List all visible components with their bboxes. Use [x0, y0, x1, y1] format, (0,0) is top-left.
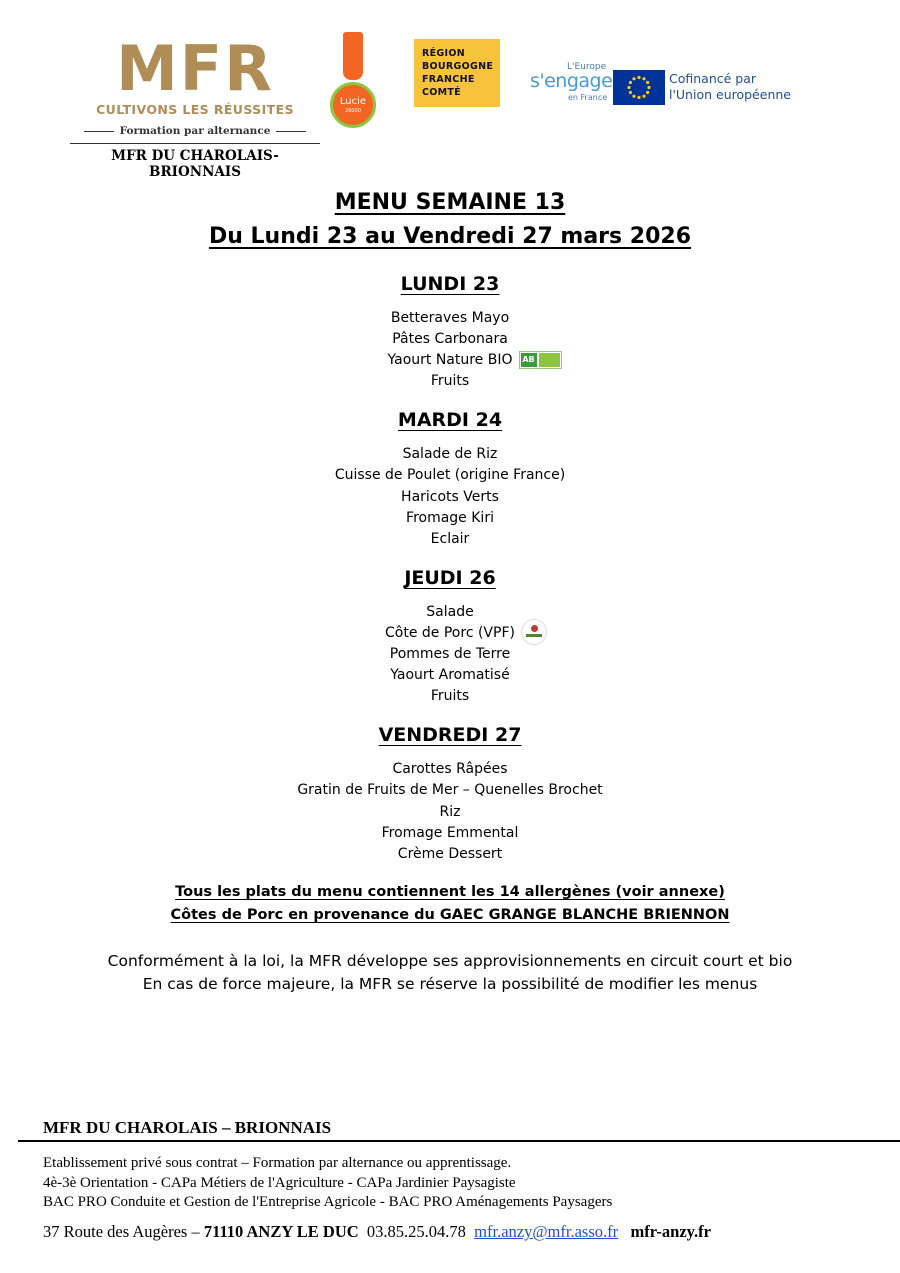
day-items-jeudi — [0, 602, 900, 707]
europe-engage-small: L'Europe — [567, 62, 607, 72]
allergens-note: Tous les plats du menu contiennent les 14 allergènes (voir annexe) — [175, 883, 725, 900]
menu-item: Pâtes Carbonara — [392, 331, 508, 348]
day-heading-jeudi: JEUDI 26 — [404, 566, 496, 589]
weekly-menu — [0, 186, 900, 996]
viande-porc-francais-icon — [521, 619, 547, 645]
menu-item: Cuisse de Poulet (origine France) — [334, 467, 566, 484]
day-items-mardi — [0, 444, 900, 549]
lucie-exclamation-icon — [343, 32, 363, 80]
day-heading-vendredi: VENDREDI 27 — [378, 724, 522, 747]
menu-item: Fruits — [430, 373, 470, 390]
mfr-logo-divider — [70, 143, 320, 144]
pork-origin-note: Côtes de Porc en provenance du GAEC GRANGE BLANCHE BRIENNON — [170, 906, 730, 923]
europe-engage-sub: en France — [568, 93, 608, 102]
day-heading-mardi: MARDI 24 — [397, 409, 503, 432]
lucie-subtext: 26000 — [345, 108, 361, 114]
menu-item: Fruits — [430, 688, 470, 705]
footer-divider — [18, 1140, 900, 1142]
menu-item-text: Côte de Porc (VPF) — [385, 624, 515, 641]
eu-cofinance-line-1: Cofinancé par — [669, 71, 757, 86]
eu-flag-icon — [613, 70, 665, 105]
europe-engage-logo — [530, 62, 613, 106]
eu-cofinance-text — [669, 71, 791, 103]
footer-address-street: 37 Route des Augères – — [43, 1222, 204, 1241]
ab-label: AB — [521, 353, 537, 367]
menu-notes — [0, 881, 900, 927]
lucie-text: Lucie — [339, 96, 367, 107]
menu-item: Fromage Emmental — [381, 824, 519, 841]
lucie-medal — [330, 82, 376, 128]
region-line-4: COMTÉ — [422, 87, 461, 98]
footer-email-link[interactable]: mfr.anzy@mfr.asso.fr — [474, 1222, 619, 1241]
menu-item: Betteraves Mayo — [390, 310, 510, 326]
footer-line-bacpro: BAC PRO Conduite et Gestion de l'Entreprise Agricole - BAC PRO Aménagements Paysagers — [43, 1194, 613, 1210]
menu-item: Salade — [426, 603, 474, 620]
footer-line-capa: 4è-3è Orientation - CAPa Métiers de l'Agriculture - CAPa Jardinier Paysagiste — [43, 1174, 516, 1191]
menu-item: Salade de Riz — [402, 446, 498, 463]
day-heading-lundi: LUNDI 23 — [400, 273, 500, 295]
mfr-logo — [70, 32, 320, 180]
region-line-3: FRANCHE — [422, 74, 475, 85]
menu-item — [0, 623, 900, 644]
region-line-2: BOURGOGNE — [422, 61, 494, 72]
menu-item: Haricots Verts — [401, 488, 499, 505]
eu-cofinance-line-2: l'Union européenne — [669, 87, 791, 102]
mfr-logo-letters: MFR — [116, 32, 274, 105]
lucie-logo — [326, 32, 380, 128]
footer-contact — [43, 1222, 711, 1242]
menu-item: Eclair — [430, 530, 470, 547]
footer-description — [43, 1154, 612, 1213]
footer-phone: 03.85.25.04.78 — [366, 1222, 466, 1241]
footer-line-status: Etablissement privé sous contrat – Formation par alternance ou apprentissage. — [43, 1155, 512, 1171]
region-line-1: RÉGION — [422, 48, 465, 59]
menu-item: Carottes Râpées — [392, 761, 508, 778]
legal-notice — [0, 950, 900, 996]
region-bfc-logo — [414, 39, 500, 107]
menu-item — [0, 350, 900, 371]
menu-item: Pommes de Terre — [389, 646, 511, 663]
europe-engage-big: s'engage — [530, 70, 613, 92]
legal-line-force-majeure: En cas de force majeure, la MFR se réserve la possibilité de modifier les menus — [142, 974, 758, 993]
menu-item: Crème Dessert — [397, 845, 503, 862]
agriculture-biologique-icon — [519, 351, 562, 369]
menu-title: MENU SEMAINE 13 — [334, 190, 566, 215]
day-items-vendredi — [0, 759, 900, 864]
menu-date-range: Du Lundi 23 au Vendredi 27 mars 2026 — [208, 224, 692, 249]
mfr-logo-tagline: CULTIVONS LES RÉUSSITES — [96, 102, 294, 117]
menu-item-text: Yaourt Nature BIO — [387, 352, 513, 369]
menu-item: Gratin de Fruits de Mer – Quenelles Brochet — [297, 782, 603, 799]
day-items-lundi — [0, 308, 900, 392]
mfr-logo-name: MFR DU CHAROLAIS-BRIONNAIS — [111, 148, 279, 180]
footer-address-city: 71110 ANZY LE DUC — [203, 1222, 359, 1241]
menu-item: Fromage Kiri — [406, 509, 494, 526]
page-header — [0, 0, 900, 180]
mfr-logo-formation: Formation par alternance — [70, 125, 320, 137]
footer-org-name: MFR DU CHAROLAIS – BRIONNAIS — [43, 1118, 332, 1137]
menu-item: Yaourt Aromatisé — [390, 667, 510, 684]
legal-line-circuit-court: Conformément à la loi, la MFR développe ses approvisionnements en circuit court et bio — [107, 951, 793, 970]
footer-website: mfr-anzy.fr — [630, 1222, 711, 1241]
eu-organic-leaf-icon — [539, 353, 560, 367]
menu-item: Riz — [439, 803, 461, 820]
